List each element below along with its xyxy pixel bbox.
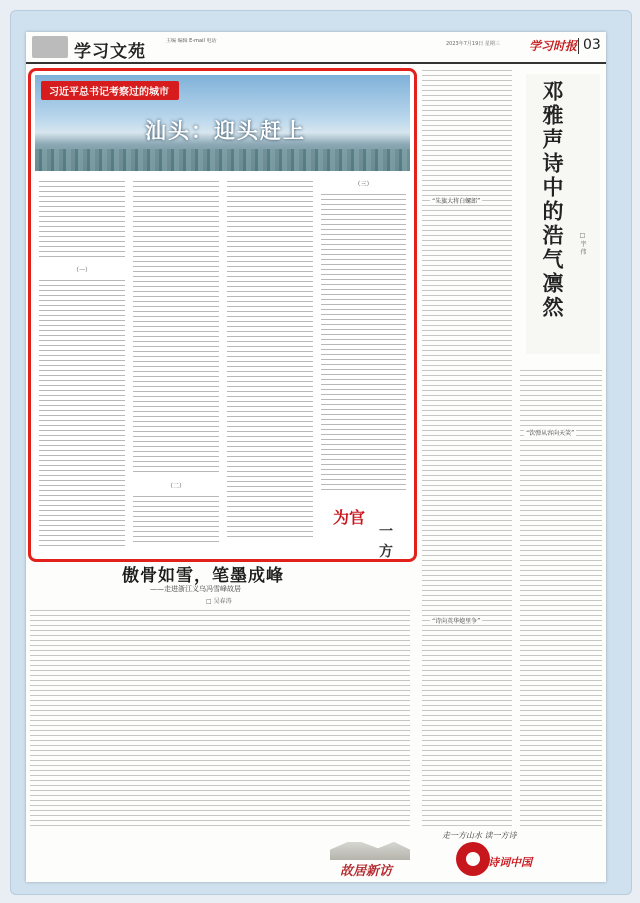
divider [578,38,579,54]
city-skyline [35,149,410,171]
right-subheading: “诗向英华炮里争” [432,618,481,625]
section-logo-icon [32,36,68,58]
section-heading: （一） [72,267,91,274]
bottom-article-body [30,608,410,828]
right-article-title: 邓雅声诗中的浩气凛然 [540,80,565,320]
page-number: 03 [583,37,601,53]
feature-column [133,179,219,553]
footer-slogan: 走一方山水 读一方诗 [442,831,517,840]
section-title: 学习文苑 [74,42,146,62]
masthead [26,32,606,64]
right-article-author: □ 宇 伟 [579,232,586,255]
bottom-article-subtitle: ——走进浙江义乌冯雪峰故居 [150,585,241,593]
column-stamp-main: 为官 [333,508,366,527]
column-stamp [331,503,401,560]
section-heading: （三） [354,181,373,188]
bottom-article-author: □ 吴春涛 [206,598,232,605]
issue-date: 2023年7月19日 星期三 [446,41,500,47]
right-subheading: “朱旗大将白螺郎” [432,198,481,205]
feature-banner-image [35,75,410,171]
residence-illustration [326,830,416,880]
newspaper-brand: 学习时报 [529,39,578,53]
feature-column [321,179,406,553]
column-stamp-sub: 一方 [379,524,393,560]
feature-column [39,179,125,553]
feature-body [39,179,406,553]
bottom-article-title: 傲骨如雪，笔墨成峰 [122,566,284,586]
illustration-label: 故居新访 [340,864,393,879]
right-article-title-block [526,74,600,354]
feature-column [227,179,313,553]
right-article-text-right [520,368,602,848]
right-subheading: “饮弹从容向天笑” [526,430,575,437]
feature-title: 汕头：迎头赶上 [145,118,306,143]
feature-tag: 习近平总书记考察过的城市 [41,81,179,100]
poetry-logo-icon [456,842,490,876]
newspaper-page [26,32,606,882]
section-heading: （二） [166,483,185,490]
house-sketch-icon [330,834,410,860]
right-article-text-left [422,68,512,882]
editor-info: 主编 编辑 E-mail 电话 [166,38,217,44]
footer-brand-name: 诗词中国 [488,856,532,869]
featured-article [28,68,417,562]
poetry-column-footer [422,828,602,882]
